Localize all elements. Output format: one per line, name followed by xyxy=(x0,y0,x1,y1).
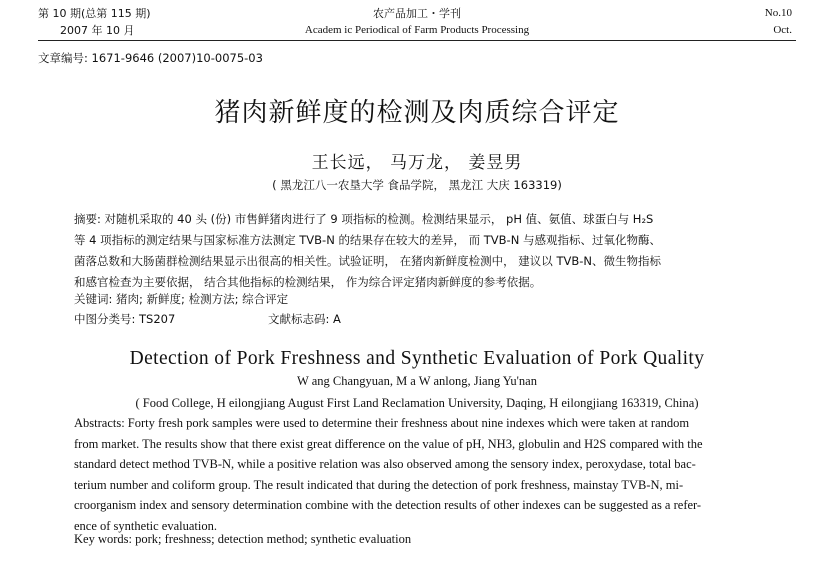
abstract-cn-line: 摘要: 对随机采取的 40 头 (份) 市售鲜猪肉进行了 9 项指标的检测。检测结果显示， pH 值、氨值、球蛋白与 H₂S xyxy=(74,212,654,226)
header-rule xyxy=(38,40,796,41)
issue-month-en: Oct. xyxy=(773,24,792,36)
affiliation-cn: ( 黑龙江八一农垦大学 食品学院， 黑龙江 大庆 163319) xyxy=(272,178,562,192)
page-title-en: Detection of Pork Freshness and Synthetic Evaluation of Pork Quality xyxy=(129,348,705,369)
issue-number: 第 10 期(总第 115 期) xyxy=(38,7,151,20)
abstract-en-line: Abstracts: Forty fresh pork samples were used to determine their freshness about nine indexes which were taken at random xyxy=(74,416,690,430)
document-code: 文献标志码: A xyxy=(268,312,341,326)
affiliation-en: ( Food College, H eilongjiang August First Land Reclamation University, Daqing, H eilongjiang 163319, China) xyxy=(135,396,699,410)
article-number: 文章编号: 1671-9646 (2007)10-0075-03 xyxy=(38,51,263,65)
issue-no-en: No.10 xyxy=(764,7,792,19)
abstract-en xyxy=(74,413,766,536)
abstract-en-line: terium number and coliform group. The result indicated that during the detection of pork freshness, mainstay TVB-N, mi- xyxy=(74,477,684,492)
abstract-cn xyxy=(74,209,764,293)
authors-en: W ang Changyuan, M a W anlong, Jiang Yu'nan xyxy=(297,374,537,388)
clc-number: 中图分类号: TS207 xyxy=(74,312,176,326)
abstract-cn-line: 和感官检查为主要依据， 结合其他指标的检测结果， 作为综合评定猪肉新鲜度的参考依据。 xyxy=(74,275,542,289)
journal-name-en: Academ ic Periodical of Farm Products Processing xyxy=(304,24,530,36)
abstract-en-line: croorganism index and sensory determination combine with the detection results of other indexes can be suggested as a refer- xyxy=(74,498,702,512)
authors-cn: 王长远， 马万龙， 姜昱男 xyxy=(311,153,523,173)
abstract-en-line: ence of synthetic evaluation. xyxy=(74,518,217,533)
journal-name-cn: 农产品加工・学刊 xyxy=(373,7,461,20)
keywords-en: Key words: pork; freshness; detection method; synthetic evaluation xyxy=(74,532,412,546)
abstract-en-line: from market. The results show that there exist great difference on the value of pH, NH3, globulin and H2S compared with the xyxy=(74,436,703,451)
keywords-cn: 关键词: 猪肉; 新鲜度; 检测方法; 综合评定 xyxy=(74,292,289,306)
abstract-cn-line: 等 4 项指标的测定结果与国家标准方法测定 TVB-N 的结果存在较大的差异， 而 TVB-N 与感观指标、过氧化物酶、 xyxy=(74,233,661,247)
page-title-cn: 猪肉新鲜度的检测及肉质综合评定 xyxy=(214,98,620,128)
abstract-en-line: standard detect method TVB-N, while a positive relation was also observed among the sensory index, peroxydase, total bac- xyxy=(74,457,696,471)
abstract-cn-line: 菌落总数和大肠菌群检测结果显示出很高的相关性。试验证明， 在猪肉新鲜度检测中， 建议以 TVB-N、微生物指标 xyxy=(74,254,661,268)
issue-date: 2007 年 10 月 xyxy=(60,24,135,37)
